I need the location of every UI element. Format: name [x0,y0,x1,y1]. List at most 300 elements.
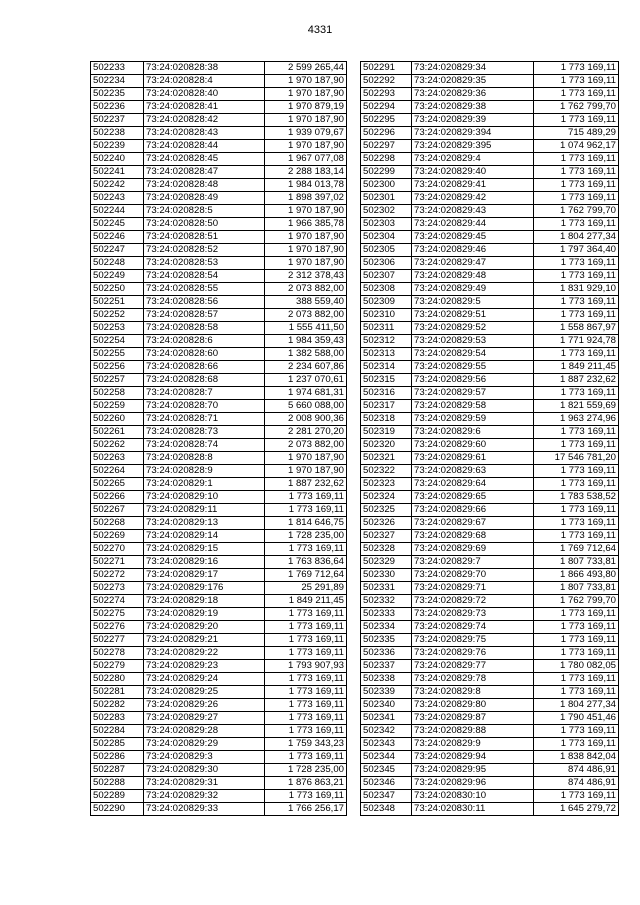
cadastral-number-cell: 73:24:020829:74 [412,621,534,634]
row-number-cell: 502252 [91,309,144,322]
table-row [361,374,619,387]
cadastral-number-cell: 73:24:020829:63 [412,465,534,478]
table-row [361,244,619,257]
cadastral-value-cell: 1 773 169,11 [534,634,619,647]
row-number-cell: 502311 [361,322,412,335]
cadastral-value-cell: 1 773 169,11 [534,309,619,322]
cadastral-number-cell: 73:24:020829:48 [412,270,534,283]
table-row [91,426,347,439]
cadastral-value-cell: 1 773 169,11 [534,387,619,400]
cadastral-number-cell: 73:24:020828:40 [144,88,265,101]
cadastral-value-cell: 1 783 538,52 [534,491,619,504]
table-row [91,790,347,803]
row-number-cell: 502336 [361,647,412,660]
row-number-cell: 502308 [361,283,412,296]
cadastral-value-cell: 1 970 187,90 [265,205,347,218]
row-number-cell: 502288 [91,777,144,790]
cadastral-number-cell: 73:24:020829:20 [144,621,265,634]
cadastral-value-cell: 1 807 733,81 [534,582,619,595]
row-number-cell: 502262 [91,439,144,452]
table-row [91,75,347,88]
row-number-cell: 502239 [91,140,144,153]
row-number-cell: 502278 [91,647,144,660]
row-number-cell: 502300 [361,179,412,192]
table-row [361,491,619,504]
row-number-cell: 502335 [361,634,412,647]
row-number-cell: 502340 [361,699,412,712]
cadastral-value-cell: 1 898 397,02 [265,192,347,205]
table-row [91,647,347,660]
table-row [361,452,619,465]
row-number-cell: 502305 [361,244,412,257]
cadastral-value-cell: 1 966 385,78 [265,218,347,231]
cadastral-number-cell: 73:24:020828:38 [144,62,265,75]
row-number-cell: 502273 [91,582,144,595]
cadastral-value-cell: 1 773 169,11 [534,192,619,205]
cadastral-value-cell: 1 773 169,11 [534,257,619,270]
cadastral-value-cell: 1 773 169,11 [534,166,619,179]
row-number-cell: 502325 [361,504,412,517]
row-number-cell: 502301 [361,192,412,205]
cadastral-value-cell: 1 759 343,23 [265,738,347,751]
cadastral-number-cell: 73:24:020829:51 [412,309,534,322]
row-number-cell: 502312 [361,335,412,348]
cadastral-value-cell: 1 804 277,34 [534,231,619,244]
table-row [91,335,347,348]
table-row [91,582,347,595]
table-row [361,426,619,439]
table-row [361,127,619,140]
row-number-cell: 502321 [361,452,412,465]
cadastral-value-cell: 1 773 169,11 [265,790,347,803]
cadastral-value-cell: 1 773 169,11 [534,504,619,517]
cadastral-number-cell: 73:24:020829:87 [412,712,534,725]
table-row [91,374,347,387]
row-number-cell: 502264 [91,465,144,478]
cadastral-number-cell: 73:24:020829:70 [412,569,534,582]
table-row [91,803,347,816]
row-number-cell: 502315 [361,374,412,387]
table-row [91,439,347,452]
cadastral-value-cell: 1 773 169,11 [265,751,347,764]
cadastral-number-cell: 73:24:020829:5 [412,296,534,309]
cadastral-value-cell: 1 773 169,11 [534,465,619,478]
cadastral-value-cell: 1 728 235,00 [265,530,347,543]
cadastral-value-cell: 2 281 270,20 [265,426,347,439]
cadastral-number-cell: 73:24:020828:45 [144,153,265,166]
row-number-cell: 502287 [91,764,144,777]
cadastral-number-cell: 73:24:020830:11 [412,803,534,816]
cadastral-number-cell: 73:24:020829:64 [412,478,534,491]
cadastral-value-cell: 1 773 169,11 [534,270,619,283]
row-number-cell: 502290 [91,803,144,816]
cadastral-value-cell: 1 763 836,64 [265,556,347,569]
cadastral-value-cell: 1 773 169,11 [534,88,619,101]
row-number-cell: 502250 [91,283,144,296]
table-row [91,608,347,621]
cadastral-value-cell: 1 838 842,04 [534,751,619,764]
row-number-cell: 502324 [361,491,412,504]
table-row [91,673,347,686]
row-number-cell: 502238 [91,127,144,140]
row-number-cell: 502281 [91,686,144,699]
table-row [361,530,619,543]
table-row [91,257,347,270]
row-number-cell: 502295 [361,114,412,127]
cadastral-value-cell: 1 970 187,90 [265,231,347,244]
row-number-cell: 502296 [361,127,412,140]
cadastral-number-cell: 73:24:020829:395 [412,140,534,153]
cadastral-value-cell: 1 773 169,11 [265,491,347,504]
cadastral-value-cell: 1 790 451,46 [534,712,619,725]
table-row [361,738,619,751]
table-row [91,712,347,725]
table-row [361,387,619,400]
table-row [361,764,619,777]
table-row [91,556,347,569]
table-row [91,530,347,543]
table-row [91,205,347,218]
cadastral-number-cell: 73:24:020829:25 [144,686,265,699]
row-number-cell: 502240 [91,153,144,166]
cadastral-number-cell: 73:24:020829:88 [412,725,534,738]
table-row [361,348,619,361]
row-number-cell: 502271 [91,556,144,569]
cadastral-value-cell: 1 939 079,67 [265,127,347,140]
cadastral-number-cell: 73:24:020829:31 [144,777,265,790]
row-number-cell: 502342 [361,725,412,738]
table-row [361,166,619,179]
cadastral-number-cell: 73:24:020828:42 [144,114,265,127]
table-row [361,699,619,712]
cadastral-number-cell: 73:24:020828:73 [144,426,265,439]
cadastral-number-cell: 73:24:020829:39 [412,114,534,127]
row-number-cell: 502322 [361,465,412,478]
cadastral-number-cell: 73:24:020829:41 [412,179,534,192]
cadastral-value-cell: 874 486,91 [534,777,619,790]
table-row [91,244,347,257]
table-row [361,569,619,582]
cadastral-number-cell: 73:24:020828:41 [144,101,265,114]
cadastral-number-cell: 73:24:020829:21 [144,634,265,647]
cadastral-number-cell: 73:24:020829:44 [412,218,534,231]
row-number-cell: 502234 [91,75,144,88]
table-row [361,75,619,88]
cadastral-number-cell: 73:24:020829:67 [412,517,534,530]
row-number-cell: 502307 [361,270,412,283]
row-number-cell: 502247 [91,244,144,257]
cadastral-number-cell: 73:24:020829:27 [144,712,265,725]
row-number-cell: 502344 [361,751,412,764]
table-row [91,179,347,192]
row-number-cell: 502245 [91,218,144,231]
cadastral-value-cell: 1 773 169,11 [534,296,619,309]
cadastral-value-cell: 715 489,29 [534,127,619,140]
table-row [361,621,619,634]
table-row [361,712,619,725]
table-row [361,556,619,569]
table-row [91,387,347,400]
table-row [361,686,619,699]
row-number-cell: 502263 [91,452,144,465]
cadastral-value-cell: 2 073 882,00 [265,283,347,296]
table-row [91,62,347,75]
cadastral-value-cell: 1 773 169,11 [265,647,347,660]
cadastral-number-cell: 73:24:020829:394 [412,127,534,140]
table-row [91,699,347,712]
row-number-cell: 502267 [91,504,144,517]
cadastral-number-cell: 73:24:020829:76 [412,647,534,660]
row-number-cell: 502251 [91,296,144,309]
cadastral-number-cell: 73:24:020829:60 [412,439,534,452]
cadastral-value-cell: 1 984 359,43 [265,335,347,348]
row-number-cell: 502237 [91,114,144,127]
cadastral-number-cell: 73:24:020829:7 [412,556,534,569]
table-row [91,322,347,335]
cadastral-number-cell: 73:24:020828:66 [144,361,265,374]
cadastral-value-cell: 1 773 169,11 [265,725,347,738]
cadastral-number-cell: 73:24:020828:5 [144,205,265,218]
table-row [91,725,347,738]
row-number-cell: 502261 [91,426,144,439]
row-number-cell: 502299 [361,166,412,179]
cadastral-value-cell: 2 073 882,00 [265,439,347,452]
cadastral-number-cell: 73:24:020828:74 [144,439,265,452]
cadastral-value-cell: 1 963 274,96 [534,413,619,426]
table-row [91,751,347,764]
cadastral-value-cell: 25 291,89 [265,582,347,595]
cadastral-value-cell: 1 970 187,90 [265,114,347,127]
table-row [91,309,347,322]
row-number-cell: 502318 [361,413,412,426]
table-row [361,114,619,127]
cadastral-value-cell: 2 312 378,43 [265,270,347,283]
cadastral-value-cell: 1 849 211,45 [534,361,619,374]
cadastral-value-cell: 1 773 169,11 [265,621,347,634]
cadastral-value-cell: 1 773 169,11 [265,543,347,556]
cadastral-number-cell: 73:24:020828:71 [144,413,265,426]
cadastral-value-cell: 1 773 169,11 [265,686,347,699]
table-row [91,166,347,179]
cadastral-number-cell: 73:24:020829:6 [412,426,534,439]
cadastral-number-cell: 73:24:020829:18 [144,595,265,608]
cadastral-number-cell: 73:24:020829:14 [144,530,265,543]
cadastral-value-cell: 5 660 088,00 [265,400,347,413]
cadastral-number-cell: 73:24:020829:30 [144,764,265,777]
table-row [361,595,619,608]
cadastral-number-cell: 73:24:020828:53 [144,257,265,270]
cadastral-number-cell: 73:24:020829:95 [412,764,534,777]
row-number-cell: 502334 [361,621,412,634]
cadastral-number-cell: 73:24:020829:43 [412,205,534,218]
table-row [361,270,619,283]
row-number-cell: 502275 [91,608,144,621]
row-number-cell: 502303 [361,218,412,231]
cadastral-number-cell: 73:24:020829:65 [412,491,534,504]
page-number: 4331 [307,24,333,36]
table-row [91,595,347,608]
cadastral-number-cell: 73:24:020829:22 [144,647,265,660]
cadastral-number-cell: 73:24:020829:72 [412,595,534,608]
cadastral-number-cell: 73:24:020828:9 [144,465,265,478]
cadastral-number-cell: 73:24:020828:49 [144,192,265,205]
cadastral-value-cell: 388 559,40 [265,296,347,309]
cadastral-value-cell: 1 773 169,11 [265,634,347,647]
cadastral-number-cell: 73:24:020829:94 [412,751,534,764]
cadastral-value-cell: 1 237 070,61 [265,374,347,387]
table-row [361,439,619,452]
table-row [361,777,619,790]
row-number-cell: 502268 [91,517,144,530]
cadastral-number-cell: 73:24:020828:55 [144,283,265,296]
table-row [91,361,347,374]
cadastral-number-cell: 73:24:020829:26 [144,699,265,712]
cadastral-value-cell: 1 970 187,90 [265,465,347,478]
row-number-cell: 502265 [91,478,144,491]
table-row [361,400,619,413]
cadastral-value-cell: 1 773 169,11 [265,699,347,712]
table-row [91,218,347,231]
cadastral-value-cell: 1 074 962,17 [534,140,619,153]
table-row [361,790,619,803]
cadastral-number-cell: 73:24:020829:28 [144,725,265,738]
row-number-cell: 502320 [361,439,412,452]
cadastral-number-cell: 73:24:020829:8 [412,686,534,699]
cadastral-value-cell: 1 769 712,64 [265,569,347,582]
cadastral-value-cell: 1 555 411,50 [265,322,347,335]
table-row [91,777,347,790]
row-number-cell: 502276 [91,621,144,634]
cadastral-value-table-right [360,61,619,816]
cadastral-value-cell: 1 984 013,78 [265,179,347,192]
cadastral-number-cell: 73:24:020829:73 [412,608,534,621]
row-number-cell: 502284 [91,725,144,738]
row-number-cell: 502243 [91,192,144,205]
cadastral-value-cell: 2 288 183,14 [265,166,347,179]
cadastral-number-cell: 73:24:020829:13 [144,517,265,530]
row-number-cell: 502292 [361,75,412,88]
cadastral-number-cell: 73:24:020829:57 [412,387,534,400]
row-number-cell: 502249 [91,270,144,283]
table-row [91,504,347,517]
cadastral-number-cell: 73:24:020829:23 [144,660,265,673]
cadastral-number-cell: 73:24:020829:9 [412,738,534,751]
cadastral-value-cell: 1 970 187,90 [265,257,347,270]
cadastral-number-cell: 73:24:020829:59 [412,413,534,426]
cadastral-number-cell: 73:24:020829:58 [412,400,534,413]
cadastral-number-cell: 73:24:020828:47 [144,166,265,179]
row-number-cell: 502327 [361,530,412,543]
table-row [361,673,619,686]
cadastral-value-cell: 1 773 169,11 [534,647,619,660]
cadastral-value-cell: 1 645 279,72 [534,803,619,816]
row-number-cell: 502330 [361,569,412,582]
cadastral-value-cell: 1 831 929,10 [534,283,619,296]
table-row [91,231,347,244]
table-row [361,101,619,114]
row-number-cell: 502331 [361,582,412,595]
row-number-cell: 502285 [91,738,144,751]
table-row [361,504,619,517]
row-number-cell: 502302 [361,205,412,218]
row-number-cell: 502256 [91,361,144,374]
cadastral-number-cell: 73:24:020828:58 [144,322,265,335]
cadastral-value-cell: 1 773 169,11 [534,179,619,192]
cadastral-value-cell: 1 728 235,00 [265,764,347,777]
cadastral-value-cell: 1 970 187,90 [265,88,347,101]
cadastral-value-cell: 1 970 187,90 [265,75,347,88]
row-number-cell: 502254 [91,335,144,348]
table-row [91,478,347,491]
cadastral-number-cell: 73:24:020828:52 [144,244,265,257]
table-row [91,140,347,153]
table-body-left [91,62,347,816]
cadastral-value-cell: 2 008 900,36 [265,413,347,426]
cadastral-value-cell: 1 762 799,70 [534,595,619,608]
cadastral-value-cell: 1 773 169,11 [534,439,619,452]
table-row [361,257,619,270]
cadastral-number-cell: 73:24:020828:57 [144,309,265,322]
table-row [91,738,347,751]
cadastral-value-cell: 1 773 169,11 [265,504,347,517]
row-number-cell: 502242 [91,179,144,192]
row-number-cell: 502272 [91,569,144,582]
table-row [91,127,347,140]
row-number-cell: 502259 [91,400,144,413]
cadastral-number-cell: 73:24:020828:56 [144,296,265,309]
table-row [361,192,619,205]
cadastral-value-cell: 1 773 169,11 [534,478,619,491]
row-number-cell: 502233 [91,62,144,75]
table-row [91,348,347,361]
row-number-cell: 502326 [361,517,412,530]
table-row [361,205,619,218]
cadastral-number-cell: 73:24:020829:52 [412,322,534,335]
cadastral-value-cell: 1 797 364,40 [534,244,619,257]
table-row [91,400,347,413]
row-number-cell: 502313 [361,348,412,361]
cadastral-number-cell: 73:24:020829:69 [412,543,534,556]
cadastral-number-cell: 73:24:020829:176 [144,582,265,595]
row-number-cell: 502319 [361,426,412,439]
cadastral-number-cell: 73:24:020829:56 [412,374,534,387]
cadastral-number-cell: 73:24:020829:11 [144,504,265,517]
cadastral-number-cell: 73:24:020829:55 [412,361,534,374]
table-row [361,179,619,192]
cadastral-number-cell: 73:24:020829:24 [144,673,265,686]
cadastral-value-cell: 1 766 256,17 [265,803,347,816]
cadastral-value-cell: 1 967 077,08 [265,153,347,166]
row-number-cell: 502260 [91,413,144,426]
row-number-cell: 502291 [361,62,412,75]
cadastral-number-cell: 73:24:020829:75 [412,634,534,647]
cadastral-value-cell: 2 234 607,86 [265,361,347,374]
cadastral-number-cell: 73:24:020829:38 [412,101,534,114]
cadastral-value-cell: 1 769 712,64 [534,543,619,556]
cadastral-value-cell: 1 773 169,11 [534,426,619,439]
cadastral-value-cell: 1 773 169,11 [534,738,619,751]
cadastral-value-cell: 1 773 169,11 [534,686,619,699]
cadastral-number-cell: 73:24:020829:96 [412,777,534,790]
table-row [361,660,619,673]
cadastral-number-cell: 73:24:020829:34 [412,62,534,75]
row-number-cell: 502253 [91,322,144,335]
table-row [361,413,619,426]
cadastral-value-cell: 1 773 169,11 [534,725,619,738]
cadastral-value-cell: 1 771 924,78 [534,335,619,348]
cadastral-number-cell: 73:24:020829:29 [144,738,265,751]
table-row [361,465,619,478]
